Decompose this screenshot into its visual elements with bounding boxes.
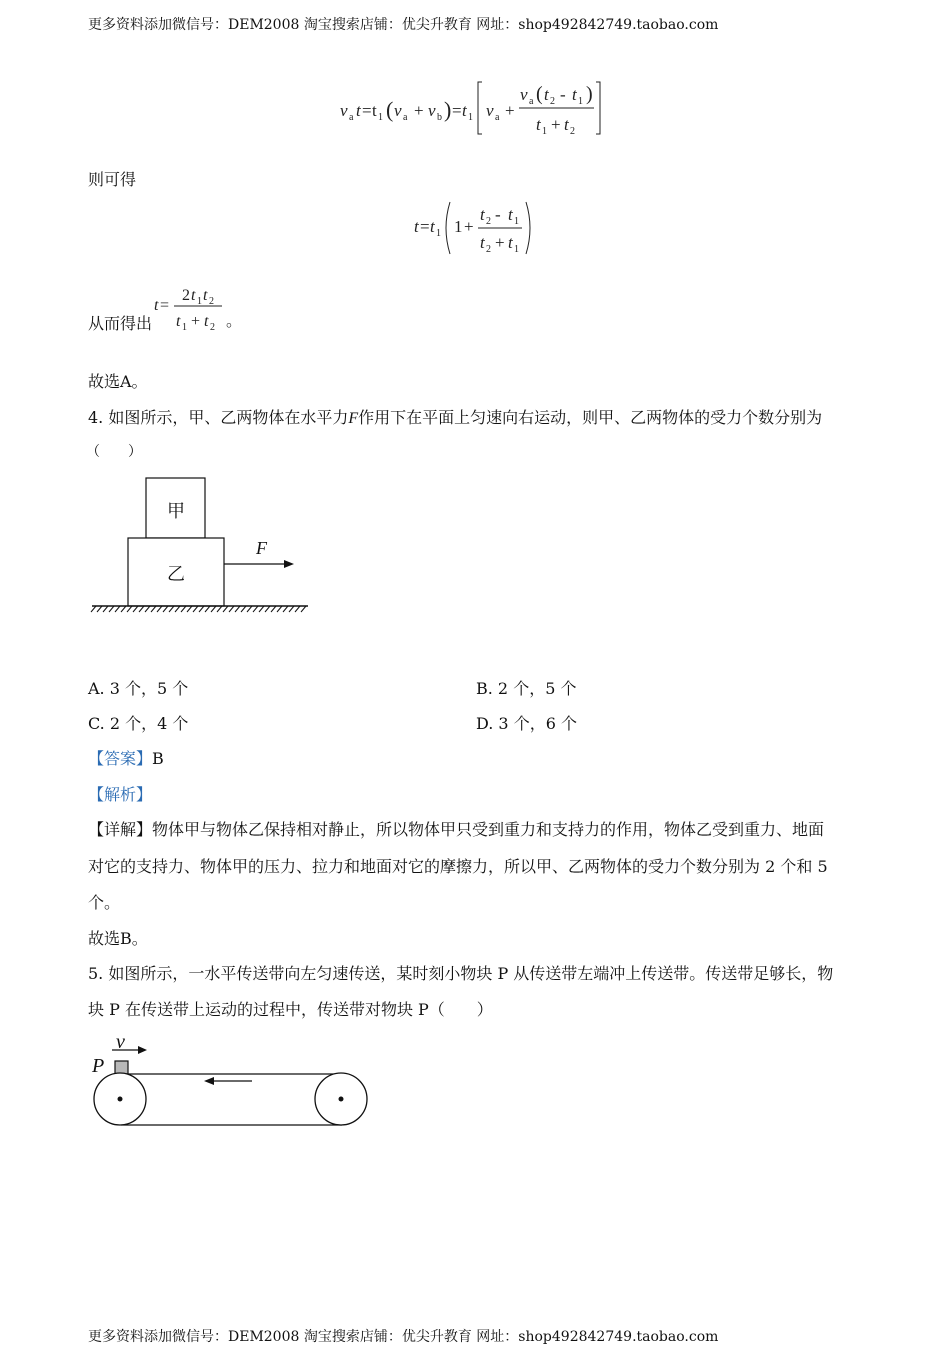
pulley-right-axle: [339, 1097, 344, 1102]
hatch-mark: [205, 606, 210, 612]
eq2-num-t1: t: [508, 205, 513, 224]
eq-num-minus: -: [560, 85, 566, 104]
answer-tag: 【答案】: [88, 749, 153, 768]
eq3-den-plus: +: [191, 313, 201, 330]
hatch-mark: [181, 606, 186, 612]
eq2-den-plus: +: [495, 233, 505, 252]
eq-t1-b: t: [462, 101, 467, 120]
hatch-mark: [229, 606, 234, 612]
eq-num-paren-open: (: [536, 83, 543, 105]
q4-stem-part2: 作用下在平面上匀速向右运动，则甲、乙两物体的受力个数分别为: [358, 408, 823, 427]
eq2-t: t: [414, 217, 419, 236]
eq2-den-t2: t: [480, 233, 485, 252]
eq2-t1: t: [430, 217, 435, 236]
hatch-mark: [223, 606, 228, 612]
eq2-equals: =: [420, 217, 430, 236]
option-a: A. 3 个，5 个: [88, 679, 189, 698]
hatch-mark: [91, 606, 96, 612]
eq-num-va-sub: a: [529, 96, 534, 107]
q3-answer: 故选A。: [88, 372, 148, 391]
hatch-mark: [109, 606, 114, 612]
hatch-mark: [289, 606, 294, 612]
eq3-num-t1: t: [191, 287, 196, 304]
q4-figure: [88, 472, 318, 620]
hatch-mark: [259, 606, 264, 612]
eq-plus-2: +: [505, 101, 515, 120]
eq-plus-1: +: [414, 101, 424, 120]
answer-line: [88, 746, 164, 769]
hatch-mark: [235, 606, 240, 612]
q4-conclusion: 故选B。: [88, 929, 148, 948]
eq-den-plus: +: [551, 115, 561, 134]
eq2-den-t2-sub: 2: [486, 244, 491, 255]
eq-num-t1-sub: 1: [578, 96, 583, 107]
velocity-label: v: [116, 1031, 125, 1053]
hatch-mark: [127, 606, 132, 612]
eq-t1-b-sub: 1: [468, 112, 473, 123]
eq-num-t2: t: [544, 85, 549, 104]
option-b: B. 2 个，5 个: [476, 679, 577, 698]
hatch-mark: [121, 606, 126, 612]
velocity-arrow-head: [138, 1046, 147, 1054]
eq-num-t1: t: [572, 85, 577, 104]
eq2-den-t1: t: [508, 233, 513, 252]
hatch-mark: [157, 606, 162, 612]
eq2-den-t1-sub: 1: [514, 244, 519, 255]
page-header: 更多资料添加微信号：DEM2008 淘宝搜索店铺：优尖升教育 网址：shop492842749.taobao.com: [88, 17, 719, 33]
eq2-t1-sub: 1: [436, 228, 441, 239]
equation-t-final: [152, 282, 242, 334]
hatch-mark: [163, 606, 168, 612]
hatch-mark: [103, 606, 108, 612]
hatch-mark: [169, 606, 174, 612]
eq-va-3: v: [486, 101, 494, 120]
eq3-den-t2-sub: 2: [210, 322, 215, 333]
hence-label: 从而得出: [88, 314, 153, 333]
detail-line2: 对它的支持力、物体甲的压力、拉力和地面对它的摩擦力，所以甲、乙两物体的受力个数分别为 2 个和 5: [88, 857, 828, 876]
q4-stem-line1: [88, 405, 822, 428]
eq-t: t: [356, 101, 361, 120]
eq3-den-t2: t: [204, 313, 209, 330]
eq-equals-2: =: [452, 101, 462, 120]
eq-t1: t: [372, 101, 377, 120]
eq2-one: 1: [454, 217, 463, 236]
eq-va-2-sub: a: [403, 112, 408, 123]
hatch-mark: [265, 606, 270, 612]
eq-va-sub: a: [349, 112, 354, 123]
eq3-period: 。: [226, 313, 242, 330]
block-yi-label: 乙: [167, 564, 185, 585]
force-arrow-head: [284, 560, 294, 568]
eq3-equals: =: [160, 297, 170, 314]
option-c: C. 2 个，4 个: [88, 714, 189, 733]
pulley-left-axle: [118, 1097, 123, 1102]
equation-velocity-time: [336, 76, 616, 140]
hatch-mark: [217, 606, 222, 612]
eq-den-t2: t: [564, 115, 569, 134]
detail-line1: [88, 817, 824, 840]
eq-va-3-sub: a: [495, 112, 500, 123]
hatch-mark: [115, 606, 120, 612]
hatch-mark: [241, 606, 246, 612]
eq-paren-close: ): [444, 97, 452, 122]
eq2-num-minus: -: [495, 205, 501, 224]
eq-bracket-open: [478, 82, 482, 134]
eq-t1-sub: 1: [378, 112, 383, 123]
eq3-den-t1: t: [176, 313, 181, 330]
hatch-mark: [133, 606, 138, 612]
hatch-mark: [187, 606, 192, 612]
q4-stem-line2: （ ）: [86, 444, 142, 460]
block-p-label: P: [92, 1055, 105, 1077]
eq-paren-open: (: [386, 97, 394, 122]
eq2-num-t2-sub: 2: [486, 216, 491, 227]
option-d: D. 3 个，6 个: [476, 714, 577, 733]
q4-stem-part1: 4. 如图所示，甲、乙两物体在水平力: [88, 408, 349, 427]
eq-vb: v: [428, 101, 436, 120]
force-label: F: [256, 538, 267, 558]
eq-num-va: v: [520, 85, 528, 104]
eq3-num-t2-sub: 2: [209, 296, 214, 307]
q5-stem-line1: 5. 如图所示，一水平传送带向左匀速传送，某时刻小物块 P 从传送带左端冲上传送带。传送带足够长，物: [88, 964, 834, 983]
hatch-mark: [247, 606, 252, 612]
q5-stem-line2: 块 P 在传送带上运动的过程中，传送带对物块 P（ ）: [88, 1000, 493, 1019]
detail-line3: 个。: [88, 893, 121, 912]
eq3-num-two: 2: [182, 287, 190, 304]
belt-direction-arrow-head: [204, 1077, 214, 1085]
block-p: [115, 1061, 128, 1074]
detail-tag: 【详解】: [88, 820, 153, 839]
eq2-paren-open: [446, 202, 450, 254]
eq2-num-t2: t: [480, 205, 485, 224]
hatch-mark: [295, 606, 300, 612]
eq-va: v: [340, 101, 348, 120]
eq2-plus: +: [464, 217, 474, 236]
eq3-num-t1-sub: 1: [197, 296, 202, 307]
eq2-paren-close: [526, 202, 530, 254]
eq3-den-t1-sub: 1: [182, 322, 187, 333]
hatch-mark: [253, 606, 258, 612]
hatch-mark: [139, 606, 144, 612]
detail-text1: 物体甲与物体乙保持相对静止，所以物体甲只受到重力和支持力的作用，物体乙受到重力、地面: [152, 820, 825, 839]
eq-equals-1: =: [362, 101, 372, 120]
hatch-mark: [145, 606, 150, 612]
eq3-num-t2: t: [203, 287, 208, 304]
eq-bracket-close: [596, 82, 600, 134]
hatch-mark: [193, 606, 198, 612]
block-jia-label: 甲: [167, 501, 185, 522]
q5-conveyor-figure: [88, 1028, 378, 1134]
equation-t-result: [410, 198, 540, 260]
q4-stem-F: F: [348, 410, 359, 427]
hatch-mark: [151, 606, 156, 612]
ground-hatching: [91, 606, 306, 612]
hatch-mark: [271, 606, 276, 612]
eq-va-2: v: [394, 101, 402, 120]
hatch-mark: [301, 606, 306, 612]
answer-value: B: [152, 749, 164, 768]
page-footer: 更多资料添加微信号：DEM2008 淘宝搜索店铺：优尖升教育 网址：shop492842749.taobao.com: [88, 1329, 719, 1345]
hatch-mark: [277, 606, 282, 612]
eq3-t: t: [154, 297, 159, 314]
eq-num-t2-sub: 2: [550, 96, 555, 107]
then-label: 则可得: [88, 170, 137, 189]
analysis-tag: 【解析】: [88, 785, 153, 804]
eq-vb-sub: b: [437, 112, 442, 123]
eq-num-paren-close: ): [586, 83, 593, 105]
hatch-mark: [199, 606, 204, 612]
eq-den-t1: t: [536, 115, 541, 134]
hatch-mark: [283, 606, 288, 612]
hatch-mark: [211, 606, 216, 612]
hatch-mark: [175, 606, 180, 612]
eq2-num-t1-sub: 1: [514, 216, 519, 227]
hatch-mark: [97, 606, 102, 612]
eq-den-t1-sub: 1: [542, 126, 547, 137]
eq-den-t2-sub: 2: [570, 126, 575, 137]
